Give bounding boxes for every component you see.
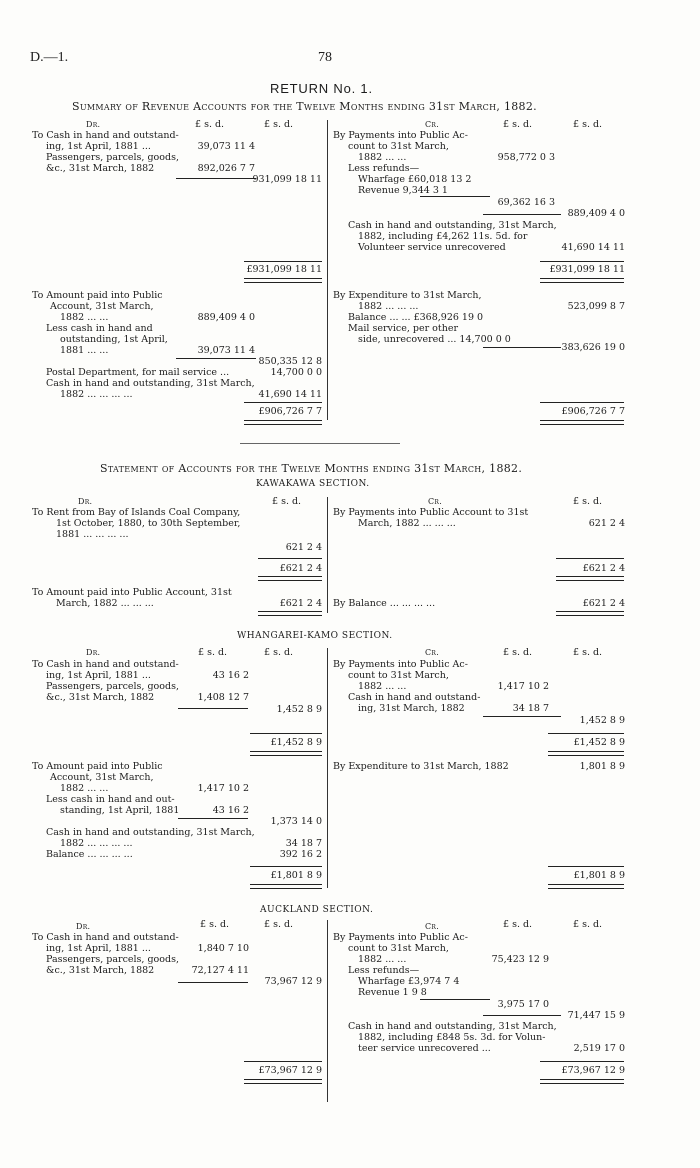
p1-left-2a: Passengers, parcels, goods, xyxy=(46,152,179,163)
summary-left-hdr2: £ s. d. xyxy=(264,119,294,130)
auckland-cr: Cr. xyxy=(425,922,440,931)
auckland-r9: teer service unrecovered ... xyxy=(358,1043,491,1054)
whangarei-b2: Account, 31st March, xyxy=(50,772,154,783)
p1-cash2: 1882, including £4,262 11s. 5d. for xyxy=(358,231,528,242)
whangarei-r4: Cash in hand and outstand- xyxy=(348,692,481,703)
whangarei-b1: To Amount paid into Public xyxy=(32,761,163,772)
p1-cash-amt: 41,690 14 11 xyxy=(561,242,625,253)
p1-right-pay-amt: 958,772 0 3 xyxy=(497,152,555,163)
p1-left-1a: To Cash in hand and outstand- xyxy=(32,130,179,141)
auckland-left-hdr1: £ s. d. xyxy=(200,919,230,930)
kawakawa-left-dbl2 xyxy=(258,611,322,616)
auckland-right-dbl xyxy=(540,1079,624,1084)
auckland-l1: To Cash in hand and outstand- xyxy=(32,932,179,943)
whangarei-dr: Dr. xyxy=(86,648,101,657)
kawakawa-left-total: £621 2 4 xyxy=(279,563,322,574)
auckland-l4-amt: 72,127 4 11 xyxy=(191,965,249,976)
p1-net-rule xyxy=(483,214,561,215)
p2-l6-amt: 39,073 11 4 xyxy=(197,345,255,356)
p2-l4: Less cash in hand and xyxy=(46,323,153,334)
p2-l5: outstanding, 1st April, xyxy=(60,334,168,345)
whangarei-left-grand2: £1,801 8 9 xyxy=(270,870,322,881)
p1-cash1: Cash in hand and outstanding, 31st March, xyxy=(348,220,557,231)
p1-left-dbl xyxy=(244,278,322,283)
page-code: D.—1. xyxy=(30,50,69,65)
auckland-r5: Wharfage £3,974 7 4 xyxy=(358,976,460,987)
p2-net: 850,335 12 8 xyxy=(258,356,322,367)
whangarei-r3-amt: 1,417 10 2 xyxy=(497,681,549,692)
auckland-l2-amt: 1,840 7 10 xyxy=(197,943,249,954)
whangarei-l4-amt: 1,408 12 7 xyxy=(197,692,249,703)
whangarei-right-dbl2 xyxy=(548,884,624,889)
auckland-l4: &c., 31st March, 1882 xyxy=(46,965,155,976)
whangarei-right-hdr2: £ s. d. xyxy=(573,647,603,658)
whangarei-left-dbl2 xyxy=(250,884,322,889)
p2-r5: side, unrecovered ... 14,700 0 0 xyxy=(358,334,511,345)
whangarei-b8: Balance ... ... ... ... xyxy=(46,849,133,860)
kawakawa-l-amt: 621 2 4 xyxy=(285,542,322,553)
whangarei-left-sum-rule xyxy=(250,733,322,734)
auckland-right-hdr1: £ s. d. xyxy=(503,919,533,930)
whangarei-left-dbl xyxy=(250,751,322,756)
whangarei-left-hdr2: £ s. d. xyxy=(264,647,294,658)
whangarei-b7-amt: 34 18 7 xyxy=(285,838,322,849)
kawakawa-l5-amt: £621 2 4 xyxy=(279,598,322,609)
p2-r-sum: 383,626 19 0 xyxy=(561,342,625,353)
p1-left-2b: &c., 31st March, 1882 xyxy=(46,163,155,174)
summary-right-hdr2: £ s. d. xyxy=(573,119,603,130)
summary-divider xyxy=(327,120,328,420)
p1-right-pay3: 1882 ... ... xyxy=(358,152,407,163)
p1-net-payment: 889,409 4 0 xyxy=(567,208,625,219)
whangarei-r-total: 1,452 8 9 xyxy=(579,715,625,726)
whangarei-b-rule xyxy=(178,818,248,819)
whangarei-l3: Passengers, parcels, goods, xyxy=(46,681,179,692)
p1-left-sum-rule xyxy=(244,261,322,262)
p2-l3: 1882 ... ... xyxy=(60,312,109,323)
whangarei-r5-amt: 34 18 7 xyxy=(512,703,549,714)
p2-right-sum-rule xyxy=(540,402,624,403)
whangarei-right-dbl xyxy=(548,751,624,756)
whangarei-l2: ing, 1st April, 1881 ... xyxy=(46,670,151,681)
whangarei-right-grand2: £1,801 8 9 xyxy=(573,870,625,881)
p1-left-2-amt: 892,026 7 7 xyxy=(197,163,255,174)
auckland-left-hdr2: £ s. d. xyxy=(264,919,294,930)
whangarei-b3: 1882 ... ... xyxy=(60,783,109,794)
p2-net-rule xyxy=(176,358,256,359)
whangarei-r-rule xyxy=(483,716,561,717)
return-title: RETURN No. 1. xyxy=(270,81,373,96)
kawakawa-r2: March, 1882 ... ... ... xyxy=(358,518,456,529)
auckland-right-sum-rule xyxy=(540,1061,624,1062)
summary-dr: Dr. xyxy=(86,120,101,129)
whangarei-right-hdr1: £ s. d. xyxy=(503,647,533,658)
kawakawa-title: KAWAKAWA SECTION. xyxy=(256,479,370,489)
kawakawa-r1: By Payments into Public Account to 31st xyxy=(333,507,529,518)
kawakawa-cr: Cr. xyxy=(428,497,443,506)
auckland-left-sum-rule xyxy=(244,1061,322,1062)
p2-r1: By Expenditure to 31st March, xyxy=(333,290,482,301)
p1-left-1-amt: 39,073 11 4 xyxy=(197,141,255,152)
auckland-net-rule xyxy=(483,1015,561,1016)
kawakawa-right-dbl2 xyxy=(556,611,624,616)
p1-right-pay1: By Payments into Public Ac- xyxy=(333,130,468,141)
page-number: 78 xyxy=(318,50,332,65)
p1-refund-total: 69,362 16 3 xyxy=(497,197,555,208)
auckland-r9-amt: 2,519 17 0 xyxy=(573,1043,625,1054)
p2-rsum-rule xyxy=(483,347,561,348)
p1-left-grand: £931,099 18 11 xyxy=(246,264,322,275)
kawakawa-right-total: £621 2 4 xyxy=(582,563,625,574)
auckland-left-grand: £73,967 12 9 xyxy=(258,1065,322,1076)
auckland-r8: 1882, including £848 5s. 3d. for Volun- xyxy=(358,1032,546,1043)
whangarei-l1: To Cash in hand and outstand- xyxy=(32,659,179,670)
p1-left-rule xyxy=(176,178,256,179)
p2-right-dbl xyxy=(540,420,624,425)
kawakawa-left-hdr: £ s. d. xyxy=(272,496,302,507)
auckland-r1: By Payments into Public Ac- xyxy=(333,932,468,943)
kawakawa-r3-amt: £621 2 4 xyxy=(582,598,625,609)
auckland-refund-rule xyxy=(420,999,490,1000)
whangarei-right-sum-rule xyxy=(548,733,624,734)
p1-right-pay2: count to 31st March, xyxy=(348,141,449,152)
p2-r3: Balance ... ... £368,926 19 0 xyxy=(348,312,484,323)
p2-left-sum-rule xyxy=(244,402,322,403)
p1-revenue: Revenue 9,344 3 1 xyxy=(358,185,448,196)
p1-refund-rule xyxy=(420,196,490,197)
p1-right-sum-rule xyxy=(540,261,624,262)
kawakawa-dr: Dr. xyxy=(78,497,93,506)
p1-left-1b: ing, 1st April, 1881 ... xyxy=(46,141,151,152)
kawakawa-l3: 1881 ... ... ... ... xyxy=(56,529,129,540)
kawakawa-left-sum-rule xyxy=(258,558,322,559)
kawakawa-l1: To Rent from Bay of Islands Coal Company, xyxy=(32,507,241,518)
whangarei-b6: Cash in hand and outstanding, 31st March, xyxy=(46,827,255,838)
whangarei-b7: 1882 ... ... ... ... xyxy=(60,838,133,849)
auckland-r-net: 71,447 15 9 xyxy=(567,1010,625,1021)
whangarei-title: WHANGAREI-KAMO SECTION. xyxy=(237,631,393,641)
p1-right-dbl xyxy=(540,278,624,283)
whangarei-l4: &c., 31st March, 1882 xyxy=(46,692,155,703)
whangarei-left-hdr1: £ s. d. xyxy=(198,647,228,658)
p2-r2: 1882 ... ... ... xyxy=(358,301,419,312)
kawakawa-divider xyxy=(327,497,328,613)
p1-left-total: 931,099 18 11 xyxy=(252,174,322,185)
summary-right-hdr1: £ s. d. xyxy=(503,119,533,130)
whangarei-l2-amt: 43 16 2 xyxy=(212,670,249,681)
p1-less-refunds: Less refunds— xyxy=(348,163,420,174)
auckland-dr: Dr. xyxy=(76,922,91,931)
auckland-r6: Revenue 1 9 8 xyxy=(358,987,427,998)
kawakawa-left-dbl xyxy=(258,576,322,581)
p2-r2-amt: 523,099 8 7 xyxy=(567,301,625,312)
p2-cash1: Cash in hand and outstanding, 31st March, xyxy=(46,378,255,389)
statement-title: Statement of Accounts for the Twelve Months ending 31st March, 1882. xyxy=(100,462,523,475)
auckland-l2: ing, 1st April, 1881 ... xyxy=(46,943,151,954)
kawakawa-right-hdr: £ s. d. xyxy=(573,496,603,507)
whangarei-r5: ing, 31st March, 1882 xyxy=(358,703,465,714)
auckland-r4: Less refunds— xyxy=(348,965,420,976)
p2-left-grand: £906,726 7 7 xyxy=(258,406,322,417)
kawakawa-l4: To Amount paid into Public Account, 31st xyxy=(32,587,232,598)
whangarei-right-grand: £1,452 8 9 xyxy=(573,737,625,748)
auckland-r7: Cash in hand and outstanding, 31st March, xyxy=(348,1021,557,1032)
auckland-l-total: 73,967 12 9 xyxy=(264,976,322,987)
whangarei-r2: count to 31st March, xyxy=(348,670,449,681)
p2-cash-amt: 41,690 14 11 xyxy=(258,389,322,400)
section-separator xyxy=(240,443,400,444)
auckland-r3: 1882 ... ... xyxy=(358,954,407,965)
kawakawa-r3: By Balance ... ... ... ... xyxy=(333,598,436,609)
p2-l6: 1881 ... ... xyxy=(60,345,109,356)
whangarei-left-sum-rule2 xyxy=(250,866,322,867)
whangarei-divider xyxy=(327,648,328,888)
whangarei-cr: Cr. xyxy=(425,648,440,657)
summary-left-hdr1: £ s. d. xyxy=(195,119,225,130)
auckland-r-refund: 3,975 17 0 xyxy=(497,999,549,1010)
summary-title: Summary of Revenue Accounts for the Twelve Months ending 31st March, 1882. xyxy=(72,100,537,113)
p1-cash3: Volunteer service unrecovered xyxy=(358,242,506,253)
p2-l2: Account, 31st March, xyxy=(50,301,154,312)
p2-cash2: 1882 ... ... ... ... xyxy=(60,389,133,400)
whangarei-b3-amt: 1,417 10 2 xyxy=(197,783,249,794)
auckland-title: AUCKLAND SECTION. xyxy=(260,905,374,915)
p2-l3-amt: 889,409 4 0 xyxy=(197,312,255,323)
whangarei-b5-amt: 43 16 2 xyxy=(212,805,249,816)
p2-l1: To Amount paid into Public xyxy=(32,290,163,301)
auckland-right-hdr2: £ s. d. xyxy=(573,919,603,930)
whangarei-rb1: By Expenditure to 31st March, 1882 xyxy=(333,761,509,772)
whangarei-l-rule xyxy=(178,708,248,709)
p1-right-grand: £931,099 18 11 xyxy=(549,264,625,275)
summary-cr: Cr. xyxy=(425,120,440,129)
kawakawa-l2: 1st October, 1880, to 30th September, xyxy=(56,518,241,529)
kawakawa-right-sum-rule xyxy=(556,558,624,559)
auckland-divider xyxy=(327,920,328,1102)
p2-r4: Mail service, per other xyxy=(348,323,458,334)
whangarei-rb1-amt: 1,801 8 9 xyxy=(579,761,625,772)
auckland-r2: count to 31st March, xyxy=(348,943,449,954)
p2-postal-amt: 14,700 0 0 xyxy=(270,367,322,378)
auckland-l-rule xyxy=(178,982,248,983)
whangarei-left-grand: £1,452 8 9 xyxy=(270,737,322,748)
p2-left-dbl xyxy=(244,420,322,425)
whangarei-b4: Less cash in hand and out- xyxy=(46,794,175,805)
kawakawa-l5: March, 1882 ... ... ... xyxy=(56,598,154,609)
whangarei-r3: 1882 ... ... xyxy=(358,681,407,692)
whangarei-b8-amt: 392 16 2 xyxy=(279,849,322,860)
auckland-right-grand: £73,967 12 9 xyxy=(561,1065,625,1076)
auckland-r3-amt: 75,423 12 9 xyxy=(491,954,549,965)
whangarei-b-net: 1,373 14 0 xyxy=(270,816,322,827)
whangarei-r1: By Payments into Public Ac- xyxy=(333,659,468,670)
p2-postal: Postal Department, for mail service ... xyxy=(46,367,230,378)
whangarei-l-total: 1,452 8 9 xyxy=(276,704,322,715)
p1-wharfage: Wharfage £60,018 13 2 xyxy=(358,174,472,185)
whangarei-b5: standing, 1st April, 1881 xyxy=(60,805,180,816)
kawakawa-r-amt: 621 2 4 xyxy=(588,518,625,529)
p2-right-grand: £906,726 7 7 xyxy=(561,406,625,417)
auckland-l3: Passengers, parcels, goods, xyxy=(46,954,179,965)
auckland-left-dbl xyxy=(244,1079,322,1084)
whangarei-right-sum-rule2 xyxy=(548,866,624,867)
kawakawa-right-dbl xyxy=(556,576,624,581)
